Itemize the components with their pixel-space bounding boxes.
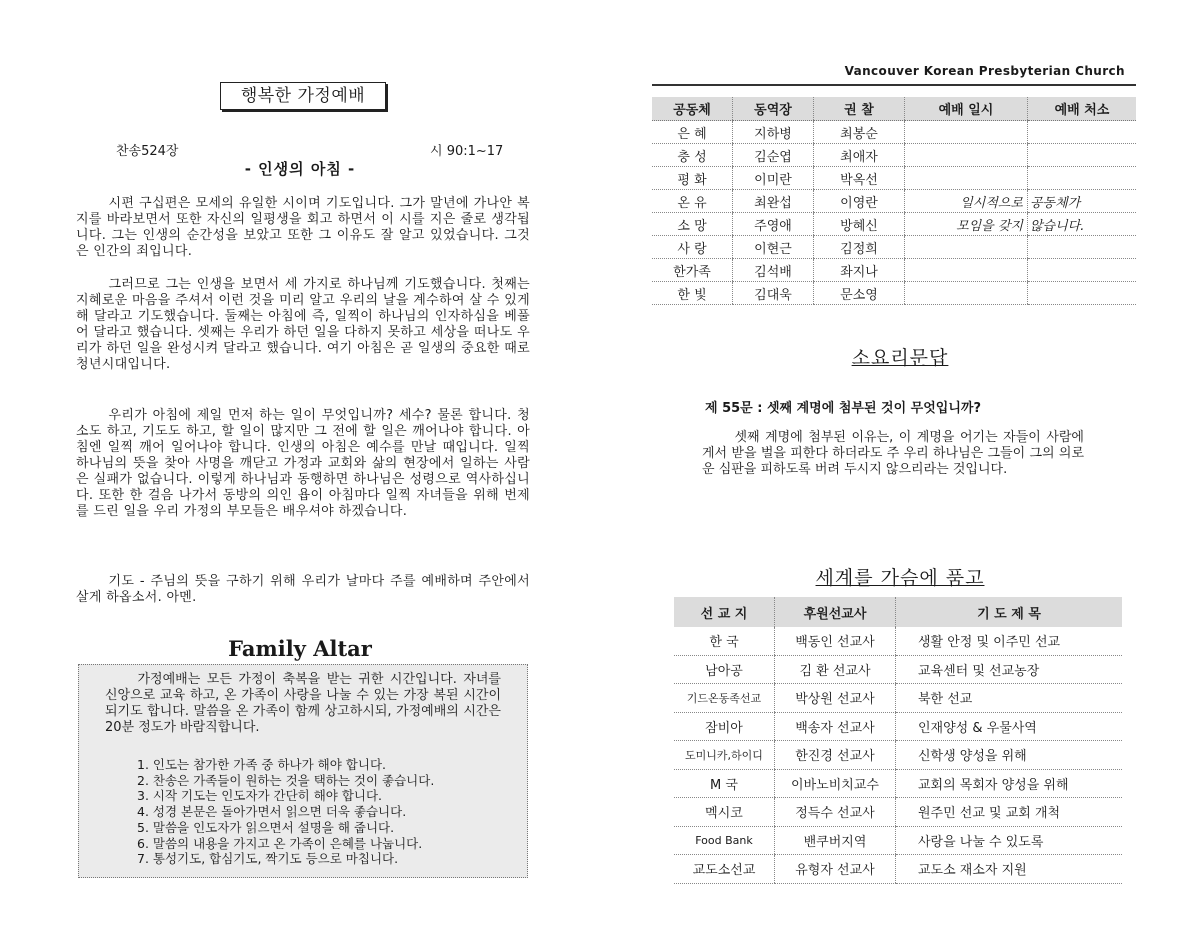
table-cell: 김정희 — [814, 236, 905, 259]
table-cell: 김석배 — [733, 259, 814, 282]
notice-text: 일시적으로 — [905, 190, 1028, 213]
table-cell — [905, 144, 1028, 167]
table-cell: 박상원 선교사 — [775, 684, 896, 713]
table-cell: 교육센터 및 선교농장 — [896, 655, 1123, 684]
column-header: 예배 처소 — [1028, 97, 1137, 121]
church-name: Vancouver Korean Presbyterian Church — [844, 64, 1125, 78]
table-row — [652, 259, 1136, 282]
sermon-subtitle: - 인생의 아침 - — [244, 160, 356, 178]
table-cell: 교도소 재소자 지원 — [896, 855, 1123, 884]
table-row — [652, 167, 1136, 190]
table-cell: 인재양성 & 우물사역 — [896, 712, 1123, 741]
table-row — [652, 236, 1136, 259]
table-cell: 멕시코 — [674, 798, 775, 827]
table-cell: M 국 — [674, 769, 775, 798]
table-cell: 남아공 — [674, 655, 775, 684]
table-cell — [905, 282, 1028, 305]
table-cell: 유형자 선교사 — [775, 855, 896, 884]
table-row — [674, 712, 1122, 741]
prayer-paragraph: 기도 - 주님의 뜻을 구하기 위해 우리가 날마다 주를 예배하며 주안에서 살게 하옵소서. 아멘. — [76, 574, 530, 605]
table-cell: 신학생 양성을 위해 — [896, 741, 1123, 770]
table-row — [674, 684, 1122, 713]
list-item: 7. 통성기도, 합심기도, 짝기도 등으로 마칩니다. — [137, 851, 399, 867]
table-cell: 은 혜 — [652, 121, 733, 144]
family-altar-intro: 가정예배는 모든 가정이 축복을 받는 귀한 시간입니다. 자녀를 신앙으로 교육 하고, 온 가족이 사랑을 나눌 수 있는 가장 복된 시간이 되기도 합니다. 말씀을 온 가족이 함께 상고하시되, 가정예배의 시간은 20분 정도가 바람직합니다. — [105, 672, 501, 735]
table-cell: 충 성 — [652, 144, 733, 167]
table-header-row — [652, 97, 1136, 121]
table-cell: 이현근 — [733, 236, 814, 259]
list-item: 2. 찬송은 가족들이 원하는 것을 택하는 것이 좋습니다. — [137, 772, 435, 788]
table-cell: 지하병 — [733, 121, 814, 144]
table-cell: 최애자 — [814, 144, 905, 167]
table-cell: 김순엽 — [733, 144, 814, 167]
table-row — [652, 190, 1136, 213]
notice-text: 모임을 갖지 — [905, 213, 1028, 236]
table-row — [674, 741, 1122, 770]
table-cell: 정득수 선교사 — [775, 798, 896, 827]
table-cell: 원주민 선교 및 교회 개척 — [896, 798, 1123, 827]
table-cell: 기드온동족선교 — [674, 684, 775, 713]
column-header: 기 도 제 목 — [896, 597, 1123, 627]
table-cell: 생활 안정 및 이주민 선교 — [896, 627, 1123, 655]
table-cell: 김대욱 — [733, 282, 814, 305]
column-header: 예배 일시 — [905, 97, 1028, 121]
list-item: 5. 말씀을 인도자가 읽으면서 설명을 해 줍니다. — [137, 819, 395, 835]
table-row — [674, 855, 1122, 884]
list-item: 3. 시작 기도는 인도자가 간단히 해야 합니다. — [137, 788, 383, 804]
notice-text: 않습니다. — [1028, 213, 1137, 236]
column-header: 후원선교사 — [775, 597, 896, 627]
table-cell — [1028, 144, 1137, 167]
table-cell: 좌지나 — [814, 259, 905, 282]
community-table — [652, 97, 1136, 305]
catechism-title: 소요리문답 — [851, 347, 949, 369]
table-row — [652, 213, 1136, 236]
table-cell: 잠비아 — [674, 712, 775, 741]
worship-title: 행복한 가정예배 — [220, 82, 386, 110]
list-item: 1. 인도는 참가한 가족 중 하나가 해야 합니다. — [137, 757, 386, 772]
table-cell: 이미란 — [733, 167, 814, 190]
table-cell: 최완섭 — [733, 190, 814, 213]
table-row — [674, 655, 1122, 684]
table-cell: 최봉순 — [814, 121, 905, 144]
table-cell — [1028, 236, 1137, 259]
table-cell: 한진경 선교사 — [775, 741, 896, 770]
table-cell — [905, 167, 1028, 190]
table-row — [652, 282, 1136, 305]
table-cell: 주영애 — [733, 213, 814, 236]
table-cell: Food Bank — [674, 826, 775, 855]
list-item: 6. 말씀의 내용을 가지고 온 가족이 은혜를 나눕니다. — [137, 835, 423, 851]
table-cell: 온 유 — [652, 190, 733, 213]
table-header-row — [674, 597, 1122, 627]
table-cell: 백동인 선교사 — [775, 627, 896, 655]
table-cell — [1028, 282, 1137, 305]
table-row — [674, 769, 1122, 798]
table-cell: 사 랑 — [652, 236, 733, 259]
catechism-answer: 셋째 계명에 첨부된 이유는, 이 계명을 어기는 자들이 사람에게서 받을 벌을 피한다 하더라도 주 우리 하나님은 그들이 그의 의로운 심판을 피하도록 버려 두시지 않으리라는 것입니다. — [702, 430, 1084, 477]
table-cell — [905, 236, 1028, 259]
missions-title: 세계를 가슴에 품고 — [815, 567, 985, 589]
table-cell: 도미니카,하이디 — [674, 741, 775, 770]
table-cell — [1028, 121, 1137, 144]
table-cell: 김 환 선교사 — [775, 655, 896, 684]
paragraph-2: 그러므로 그는 인생을 보면서 세 가지로 하나님께 기도했습니다. 첫째는 지혜로운 마음을 주셔서 이런 것을 미리 알고 우리의 날을 계수하여 살 수 있게 해 달라고 기도했습니다. 둘째는 아침에 즉, 일찍이 하나님의 인자하심을 베풀어 달라고 했습니다. 셋째는 우리가 하던 일을 다하지 못하고 세상을 떠나도 우리가 하던 일을 완성시켜 달라고 했습니다. 여기 아침은 곧 일생의 중요한 때로 청년시대입니다. — [76, 277, 530, 372]
column-header: 공동체 — [652, 97, 733, 121]
table-cell: 방혜신 — [814, 213, 905, 236]
table-cell — [1028, 259, 1137, 282]
column-header: 동역장 — [733, 97, 814, 121]
table-cell: 이영란 — [814, 190, 905, 213]
column-header: 권 찰 — [814, 97, 905, 121]
right-page — [600, 0, 1200, 927]
table-cell: 한 빛 — [652, 282, 733, 305]
table-cell — [1028, 167, 1137, 190]
column-header: 선 교 지 — [674, 597, 775, 627]
family-altar-title: Family Altar — [228, 636, 372, 661]
paragraph-1: 시편 구십편은 모세의 유일한 시이며 기도입니다. 그가 말년에 가나안 복지를 바라보면서 또한 자신의 일평생을 회고 하면서 이 시를 지은 줄로 생각됩니다. 그는 인생의 순간성을 보았고 또한 그 이유도 잘 알고 있었습니다. 그것은 인간의 죄입니다. — [76, 196, 530, 259]
table-cell — [905, 259, 1028, 282]
notice-text: 공동체가 — [1028, 190, 1137, 213]
table-cell: 한 국 — [674, 627, 775, 655]
paragraph-3: 우리가 아침에 제일 먼저 하는 일이 무엇입니까? 세수? 물론 합니다. 청소도 하고, 기도도 하고, 할 일이 많지만 그 전에 할 일은 깨어나야 합니다. 아침엔 일찍 깨어 일어나야 합니다. 인생의 아침은 예수를 만날 때입니다. 일찍 하나님의 뜻을 찾아 사명을 깨닫고 가정과 교회와 삶의 현장에서 일하는 사람은 실패가 없습니다. 이렇게 하나님과 동행하면 하나님은 성령으로 역사하십니다. 또한 한 걸음 나가서 동방의 의인 욥이 아침마다 일찍 자녀들을 위해 번제를 드린 일을 우리 가정의 부모들은 배우셔야 하겠습니다. — [76, 408, 530, 519]
table-row — [652, 121, 1136, 144]
table-cell: 박옥선 — [814, 167, 905, 190]
table-row — [674, 627, 1122, 655]
table-cell: 백송자 선교사 — [775, 712, 896, 741]
table-cell: 소 망 — [652, 213, 733, 236]
table-cell: 사랑을 나눌 수 있도록 — [896, 826, 1123, 855]
table-cell: 교도소선교 — [674, 855, 775, 884]
table-cell: 북한 선교 — [896, 684, 1123, 713]
table-row — [674, 826, 1122, 855]
family-altar-box — [78, 664, 528, 878]
scripture-reference: 시 90:1~17 — [430, 144, 504, 159]
header-rule — [652, 84, 1136, 86]
table-cell: 한가족 — [652, 259, 733, 282]
table-cell: 이바노비치교수 — [775, 769, 896, 798]
table-cell: 밴쿠버지역 — [775, 826, 896, 855]
table-cell: 문소영 — [814, 282, 905, 305]
catechism-question: 제 55문 : 셋째 계명에 첨부된 것이 무엇입니까? — [705, 401, 981, 416]
list-item: 4. 성경 본문은 돌아가면서 읽으면 더욱 좋습니다. — [137, 804, 407, 820]
table-cell: 교회의 목회자 양성을 위해 — [896, 769, 1123, 798]
table-cell — [905, 121, 1028, 144]
missions-table — [674, 597, 1122, 884]
family-altar-list — [137, 757, 434, 867]
table-cell: 평 화 — [652, 167, 733, 190]
table-row — [652, 144, 1136, 167]
table-row — [674, 798, 1122, 827]
hymn-number: 찬송524장 — [116, 144, 179, 159]
